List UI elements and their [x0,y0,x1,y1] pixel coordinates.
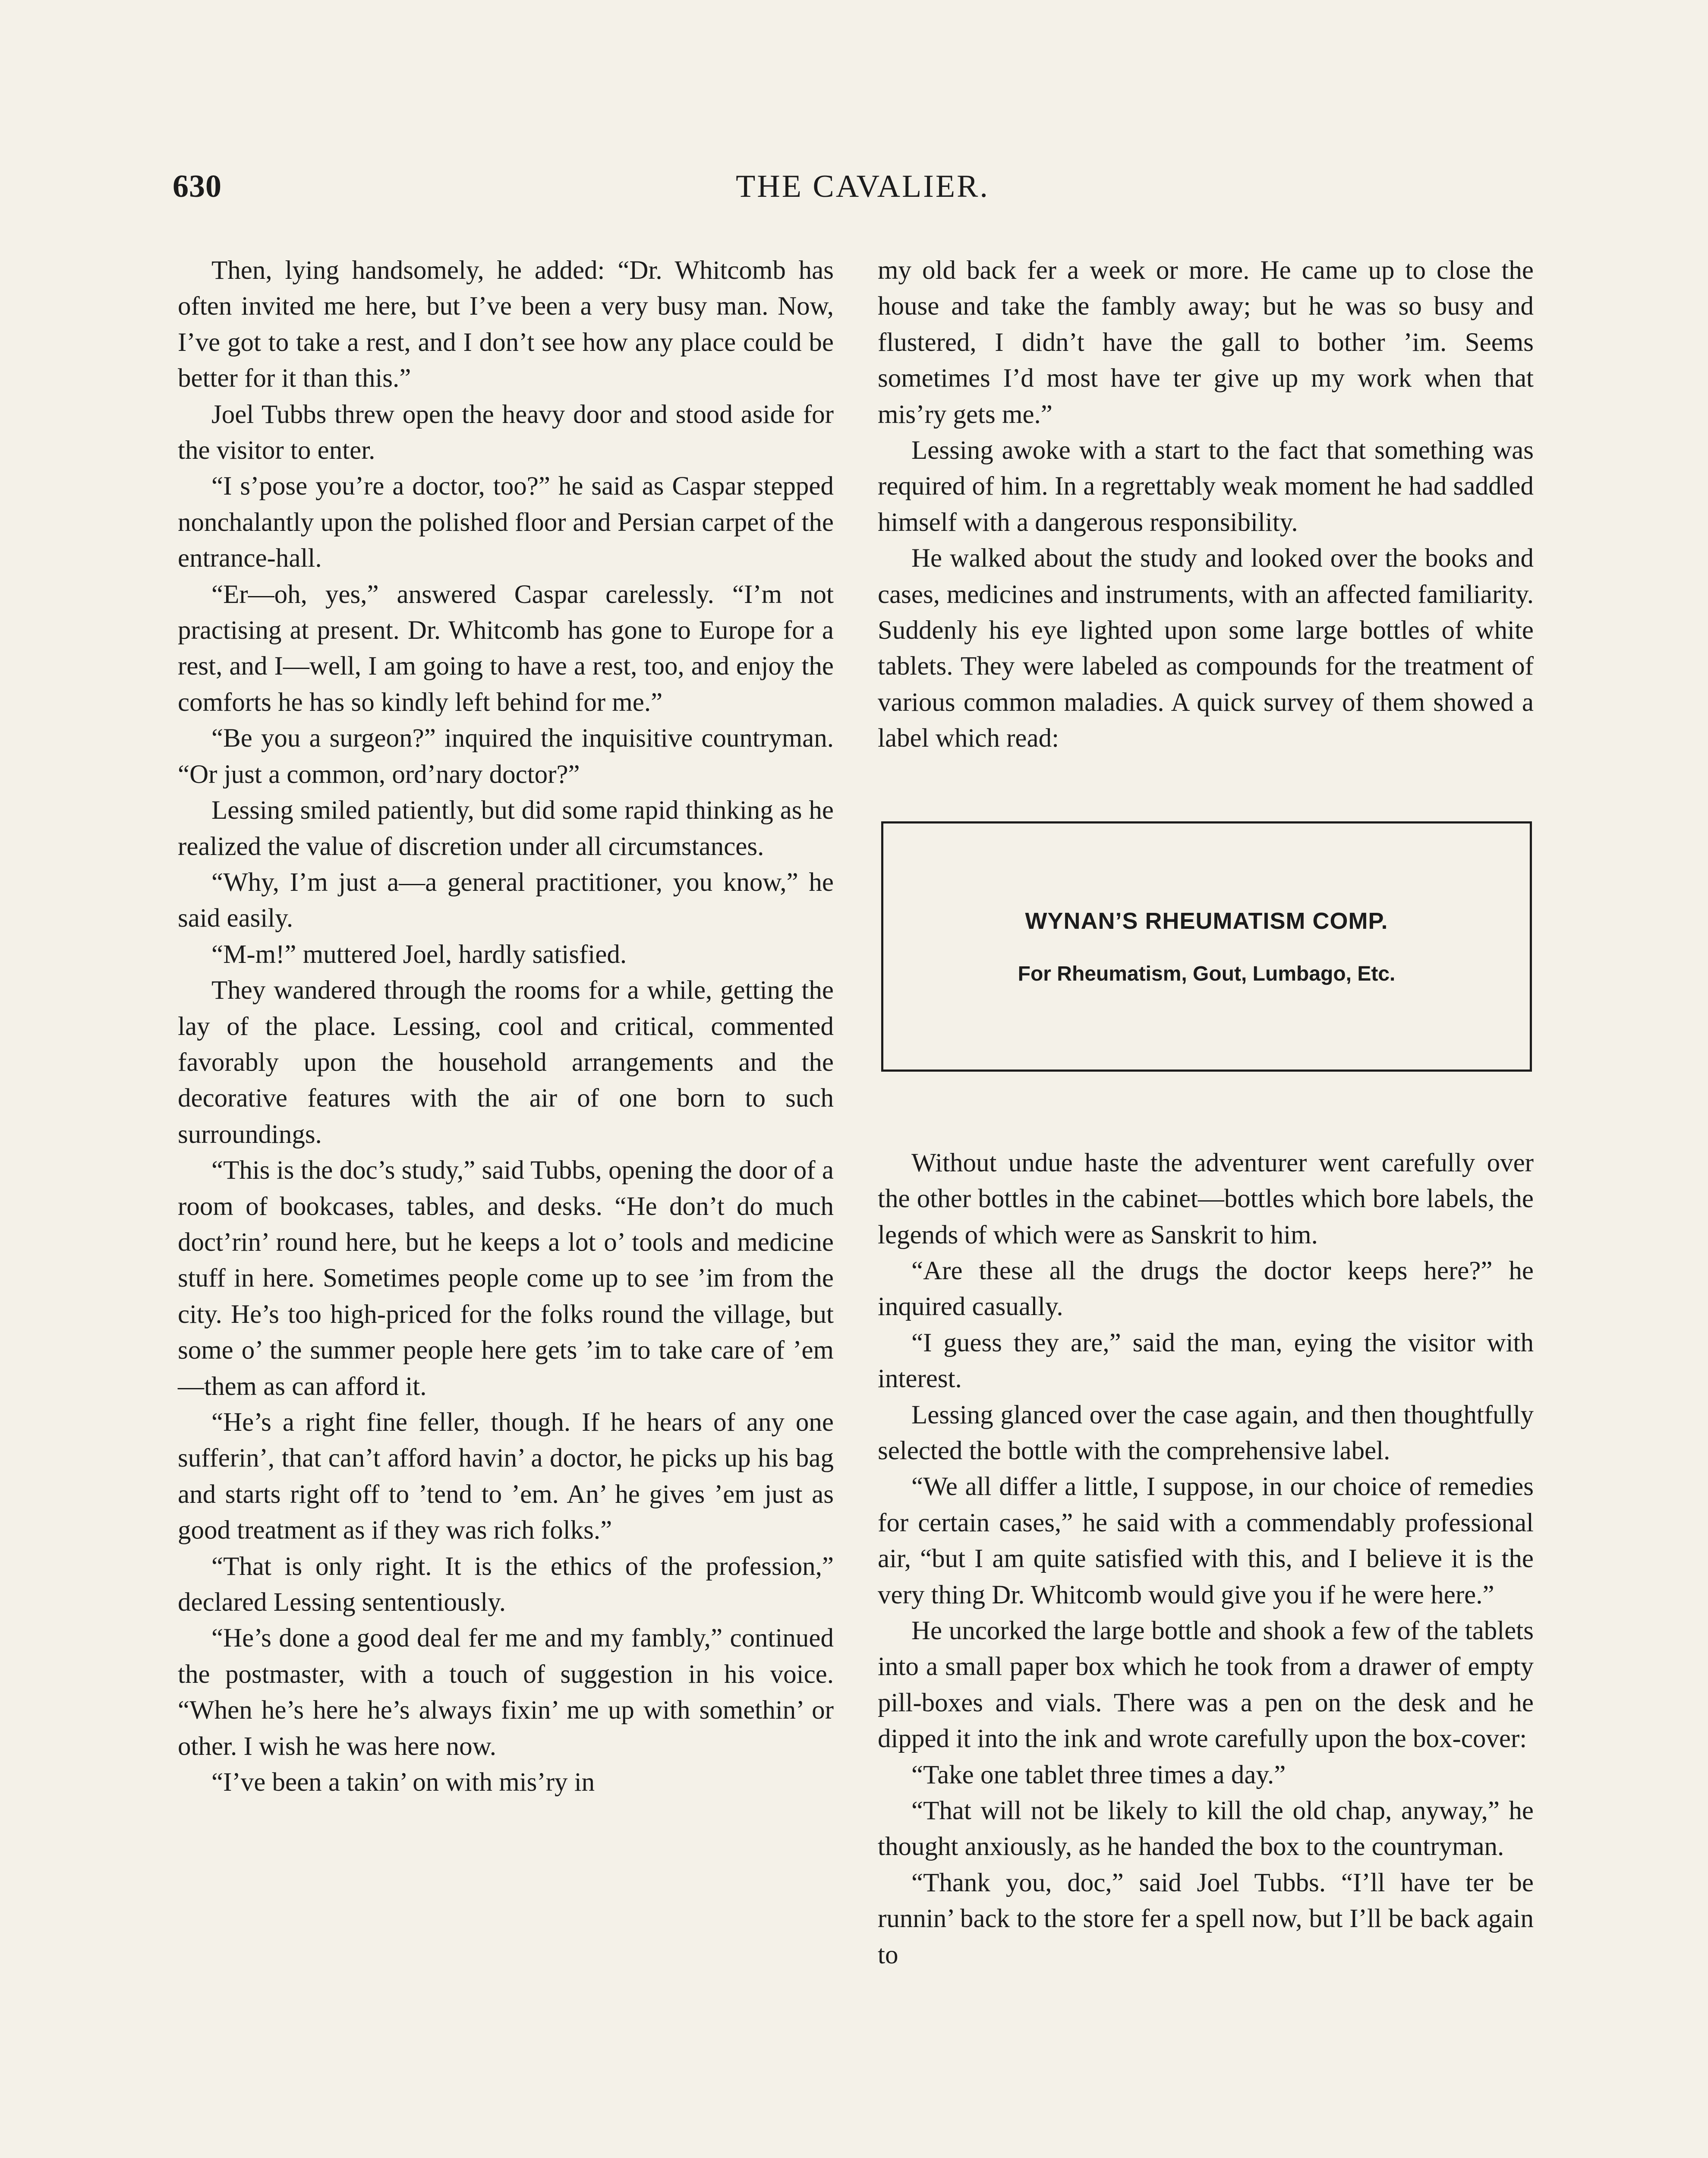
paragraph: “Why, I’m just a—a general practitioner, you know,” he said easily. [178,868,834,933]
paragraph: “Be you a surgeon?” inquired the inquisitive countryman. “Or just a common, ord’nary doctor?” [178,724,834,789]
paragraph: “We all differ a little, I suppose, in our choice of remedies for certain cases,” he said with a commendably professional air, “but I am quite satisfied with this, and I believe it is the very thing Dr. Whitcomb would give you if he were here.” [878,1472,1534,1609]
paragraph: “That will not be likely to kill the old chap, anyway,” he thought anxiously, as he handed the box to the countryman. [878,1796,1534,1861]
paragraph: Lessing glanced over the case again, and then thoughtfully selected the bottle with the comprehensive label. [878,1400,1534,1465]
page-number: 630 [173,169,222,204]
paragraph: They wandered through the rooms for a while, getting the lay of the place. Lessing, cool and critical, commented favorably upon the household arrangements and the decorative features with the air of one born to such surroundings. [178,976,834,1149]
bottle-label-subtitle: For Rheumatism, Gout, Lumbago, Etc. [1018,962,1396,985]
paragraph: Without undue haste the adventurer went carefully over the other bottles in the cabinet—bottles which bore labels, the legends of which were as Sanskrit to him. [878,1148,1534,1249]
running-title: THE CAVALIER. [736,169,990,204]
paragraph: “That is only right. It is the ethics of the profession,” declared Lessing sententiously. [178,1552,834,1617]
paragraph: “M-m!” muttered Joel, hardly satisfied. [211,940,627,969]
right-column [878,252,1534,1973]
paragraph: “I’ve been a takin’ on with mis’ry in [211,1768,595,1797]
paragraph: Lessing awoke with a start to the fact that something was required of him. In a regrettably weak moment he had saddled himself with a dangerous responsibility. [878,436,1534,537]
paragraph: “He’s a right fine feller, though. If he hears of any one sufferin’, that can’t afford havin’ a doctor, he picks up his bag and starts right off to ’tend to ’em. An’ he gives ’em just as good treatment as if they was rich folks.” [178,1408,834,1545]
paragraph: He walked about the study and looked over the books and cases, medicines and instruments, with an affected familiarity. Suddenly his eye lighted upon some large bottles of white tablets. They were labeled as compounds for the treatment of various common maladies. A quick survey of them showed a label which read: [878,544,1534,753]
paragraph: Joel Tubbs threw open the heavy door and stood aside for the visitor to enter. [178,400,834,465]
paragraph: “Are these all the drugs the doctor keeps here?” he inquired casually. [878,1256,1534,1322]
paragraph: “Er—oh, yes,” answered Caspar carelessly. “I’m not practising at present. Dr. Whitcomb has gone to Europe for a rest, and I—well, I am going to have a rest, too, and enjoy the comforts he has so kindly left behind for me.” [178,580,834,717]
paragraph: “This is the doc’s study,” said Tubbs, opening the door of a room of bookcases, tables, and desks. “He don’t do much doct’rin’ round here, but he keeps a lot o’ tools and medicine stuff in here. Sometimes people come up to see ’im from the city. He’s too high-priced for the folks round the village, but some o’ the summer people here gets ’im to take care of ’em—them as can afford it. [178,1156,834,1401]
paragraph: He uncorked the large bottle and shook a few of the tablets into a small paper box which he took from a drawer of empty pill-boxes and vials. There was a pen on the desk and he dipped it into the ink and wrote carefully upon the box-cover: [878,1616,1534,1754]
bottle-label-title: WYNAN’S RHEUMATISM COMP. [1025,908,1388,934]
paragraph: “I s’pose you’re a doctor, too?” he said as Caspar stepped nonchalantly upon the polished floor and Persian carpet of the entrance-hall. [178,472,834,573]
paragraph: Lessing smiled patiently, but did some rapid thinking as he realized the value of discretion under all circumstances. [178,796,834,861]
paragraph: “I guess they are,” said the man, eying the visitor with interest. [878,1328,1534,1394]
paragraph: Then, lying handsomely, he added: “Dr. Whitcomb has often invited me here, but I’ve been a very busy man. Now, I’ve got to take a rest, and I don’t see how any place could be better for it than this.” [178,256,834,393]
paragraph: my old back fer a week or more. He came up to close the house and take the fambly away; but he was so busy and flustered, I didn’t have the gall to bother ’im. Seems sometimes I’d most have ter give up my work when that mis’ry gets me.” [878,256,1534,429]
paragraph: “Thank you, doc,” said Joel Tubbs. “I’ll have ter be runnin’ back to the store fer a spell now, but I’ll be back again to [878,1868,1534,1969]
paragraph: “He’s done a good deal fer me and my fambly,” continued the postmaster, with a touch of suggestion in his voice. “When he’s here he’s always fixin’ me up with somethin’ or other. I wish he was here now. [178,1624,834,1761]
bottle-label-box [881,821,1532,1072]
paragraph: “Take one tablet three times a day.” [911,1760,1286,1789]
left-column [178,252,834,1800]
